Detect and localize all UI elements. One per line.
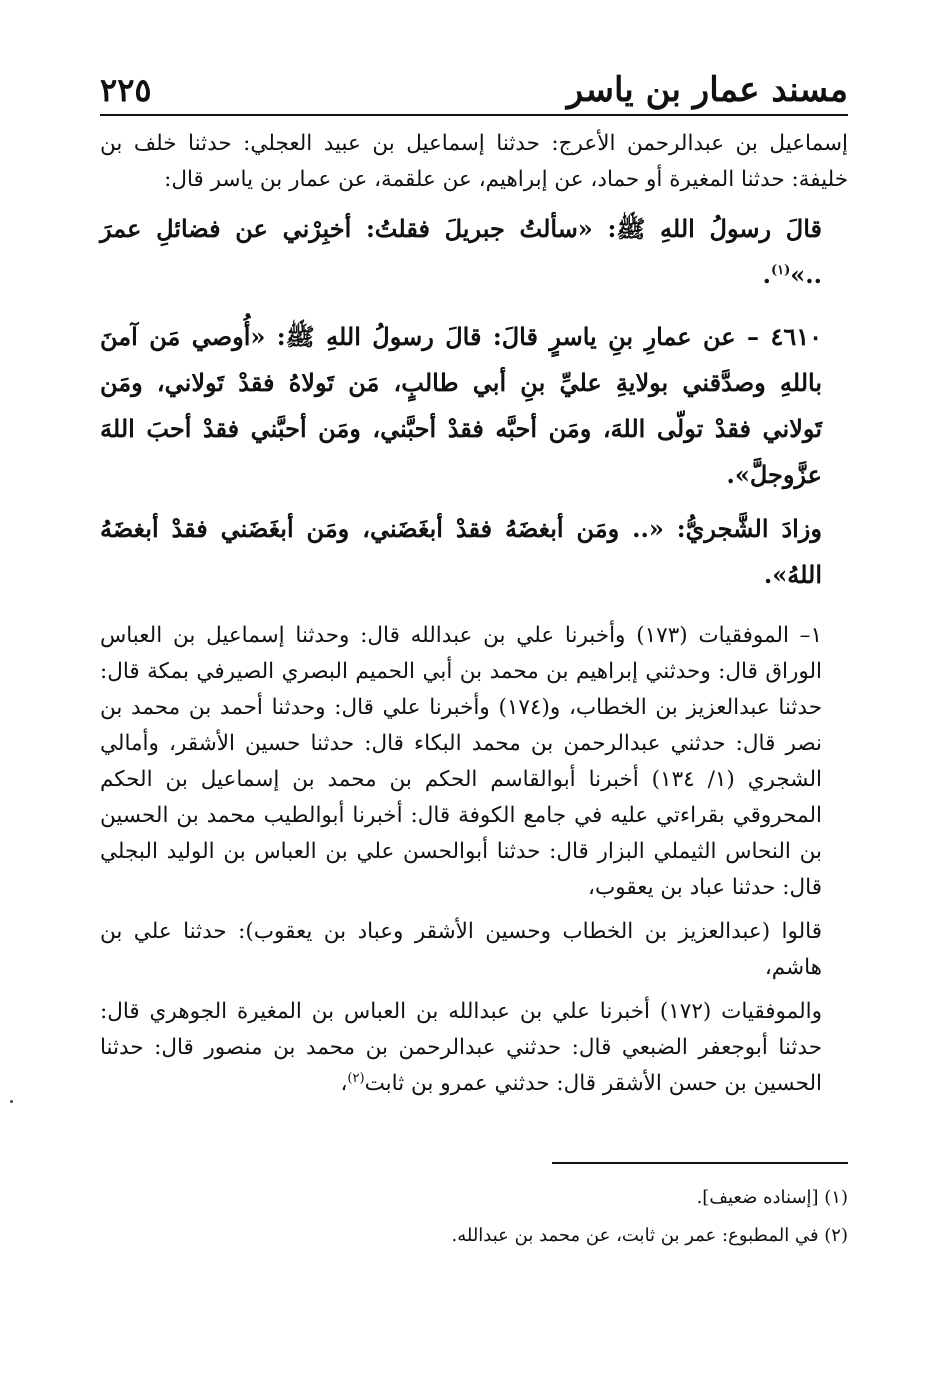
isnad-paragraph: إسماعيل بن عبدالرحمن الأعرج: حدثنا إسماعيل بن عبيد العجلي: حدثنا خلف بن خليفة: حدثنا المغيرة أو حماد، عن إبراهيم، عن علقمة، عن عمار بن ياسر قال: — [100, 131, 848, 192]
hadith-end-mark: . — [762, 260, 771, 289]
takhrij-paragraph-3-text: والموفقيات (١٧٢) أخبرنا علي بن عبدالله بن العباس بن المغيرة الجوهري قال: حدثنا أبوجعفر الضبعي قال: حدثني عبدالرحمن بن محمد بن منصور قال: حدثنا الحسين بن حسن الأشقر قال: حدثني عمرو بن ثابت — [100, 999, 823, 1096]
header-divider — [100, 114, 848, 116]
hadith-matn: قالَ رسولُ اللهِ ﷺ: «سألتُ جبريلَ فقلتُ: أخبِرْني عن فضائلِ عمرَ ..» — [100, 214, 822, 289]
footnotes — [100, 1184, 848, 1260]
footnote-divider — [552, 1162, 848, 1164]
shajari-addition: وزادَ الشَّجريُّ: «.. ومَن أبغضَهُ فقدْ أبغَضَني، ومَن أبغَضَني فقدْ أبغضَهُ اللهُ». — [100, 514, 822, 589]
hadith-4610: ٤٦١٠ – عن عمارِ بنِ ياسرٍ قالَ: قالَ رسولُ اللهِ ﷺ: «أُوصي مَن آمنَ باللهِ وصدَّقني بولايةِ عليِّ بنِ أبي طالبٍ، مَن تَولاهُ فقدْ تَولاني، ومَن تَولاني فقدْ تولّى اللهَ، ومَن أحبَّه فقدْ أحبَّني، ومَن أحبَّني فقدْ أحبَ اللهَ عزَّوجلَّ». — [100, 322, 822, 489]
takhrij-paragraph-3-end: ، — [340, 1071, 348, 1096]
footnote-ref-2: (٢) — [347, 1070, 365, 1086]
page-number: ٢٢٥ — [100, 71, 152, 109]
page-header — [100, 62, 848, 112]
takhrij-paragraph-1: ١– الموفقيات (١٧٣) وأخبرنا علي بن عبدالله قال: وحدثنا إسماعيل بن العباس الوراق قال: وحدثني إبراهيم بن محمد بن أبي الحميم البصري الصيرفي بمكة قال: حدثنا عبدالعزيز بن الخطاب، و(١٧٤) وأخبرنا علي قال: وحدثنا أحمد بن محمد بن نصر قال: حدثني عبدالرحمن بن محمد البكاء قال: حدثنا حسين الأشقر، وأمالي الشجري (١/ ١٣٤) أخبرنا أبوالقاسم الحكم بن محمد بن إسماعيل بن الحكم المحروقي بقراءتي عليه في جامع الكوفة قال: أخبرنا أبوالطيب محمد بن الحسين بن النحاس الثيملي البزار قال: حدثنا أبوالحسن علي بن العباس بن الوليد البجلي قال: حدثنا عباد بن يعقوب، — [100, 623, 823, 900]
main-text — [100, 126, 848, 1102]
running-title: مسند عمار بن ياسر — [566, 70, 848, 110]
takhrij-paragraph-3 — [100, 994, 848, 1102]
takhrij-paragraph-2: قالوا (عبدالعزيز بن الخطاب وحسين الأشقر وعباد بن يعقوب): حدثنا علي بن هاشم، — [100, 919, 822, 980]
footnote-1: (١) [إسناده ضعيف]. — [696, 1187, 848, 1208]
hadith-text — [100, 206, 848, 298]
footnote-ref-1: (١) — [770, 263, 791, 278]
scan-speck — [10, 1100, 13, 1103]
footnote-2: (٢) في المطبوع: عمر بن ثابت، عن محمد بن عبدالله. — [451, 1225, 848, 1246]
